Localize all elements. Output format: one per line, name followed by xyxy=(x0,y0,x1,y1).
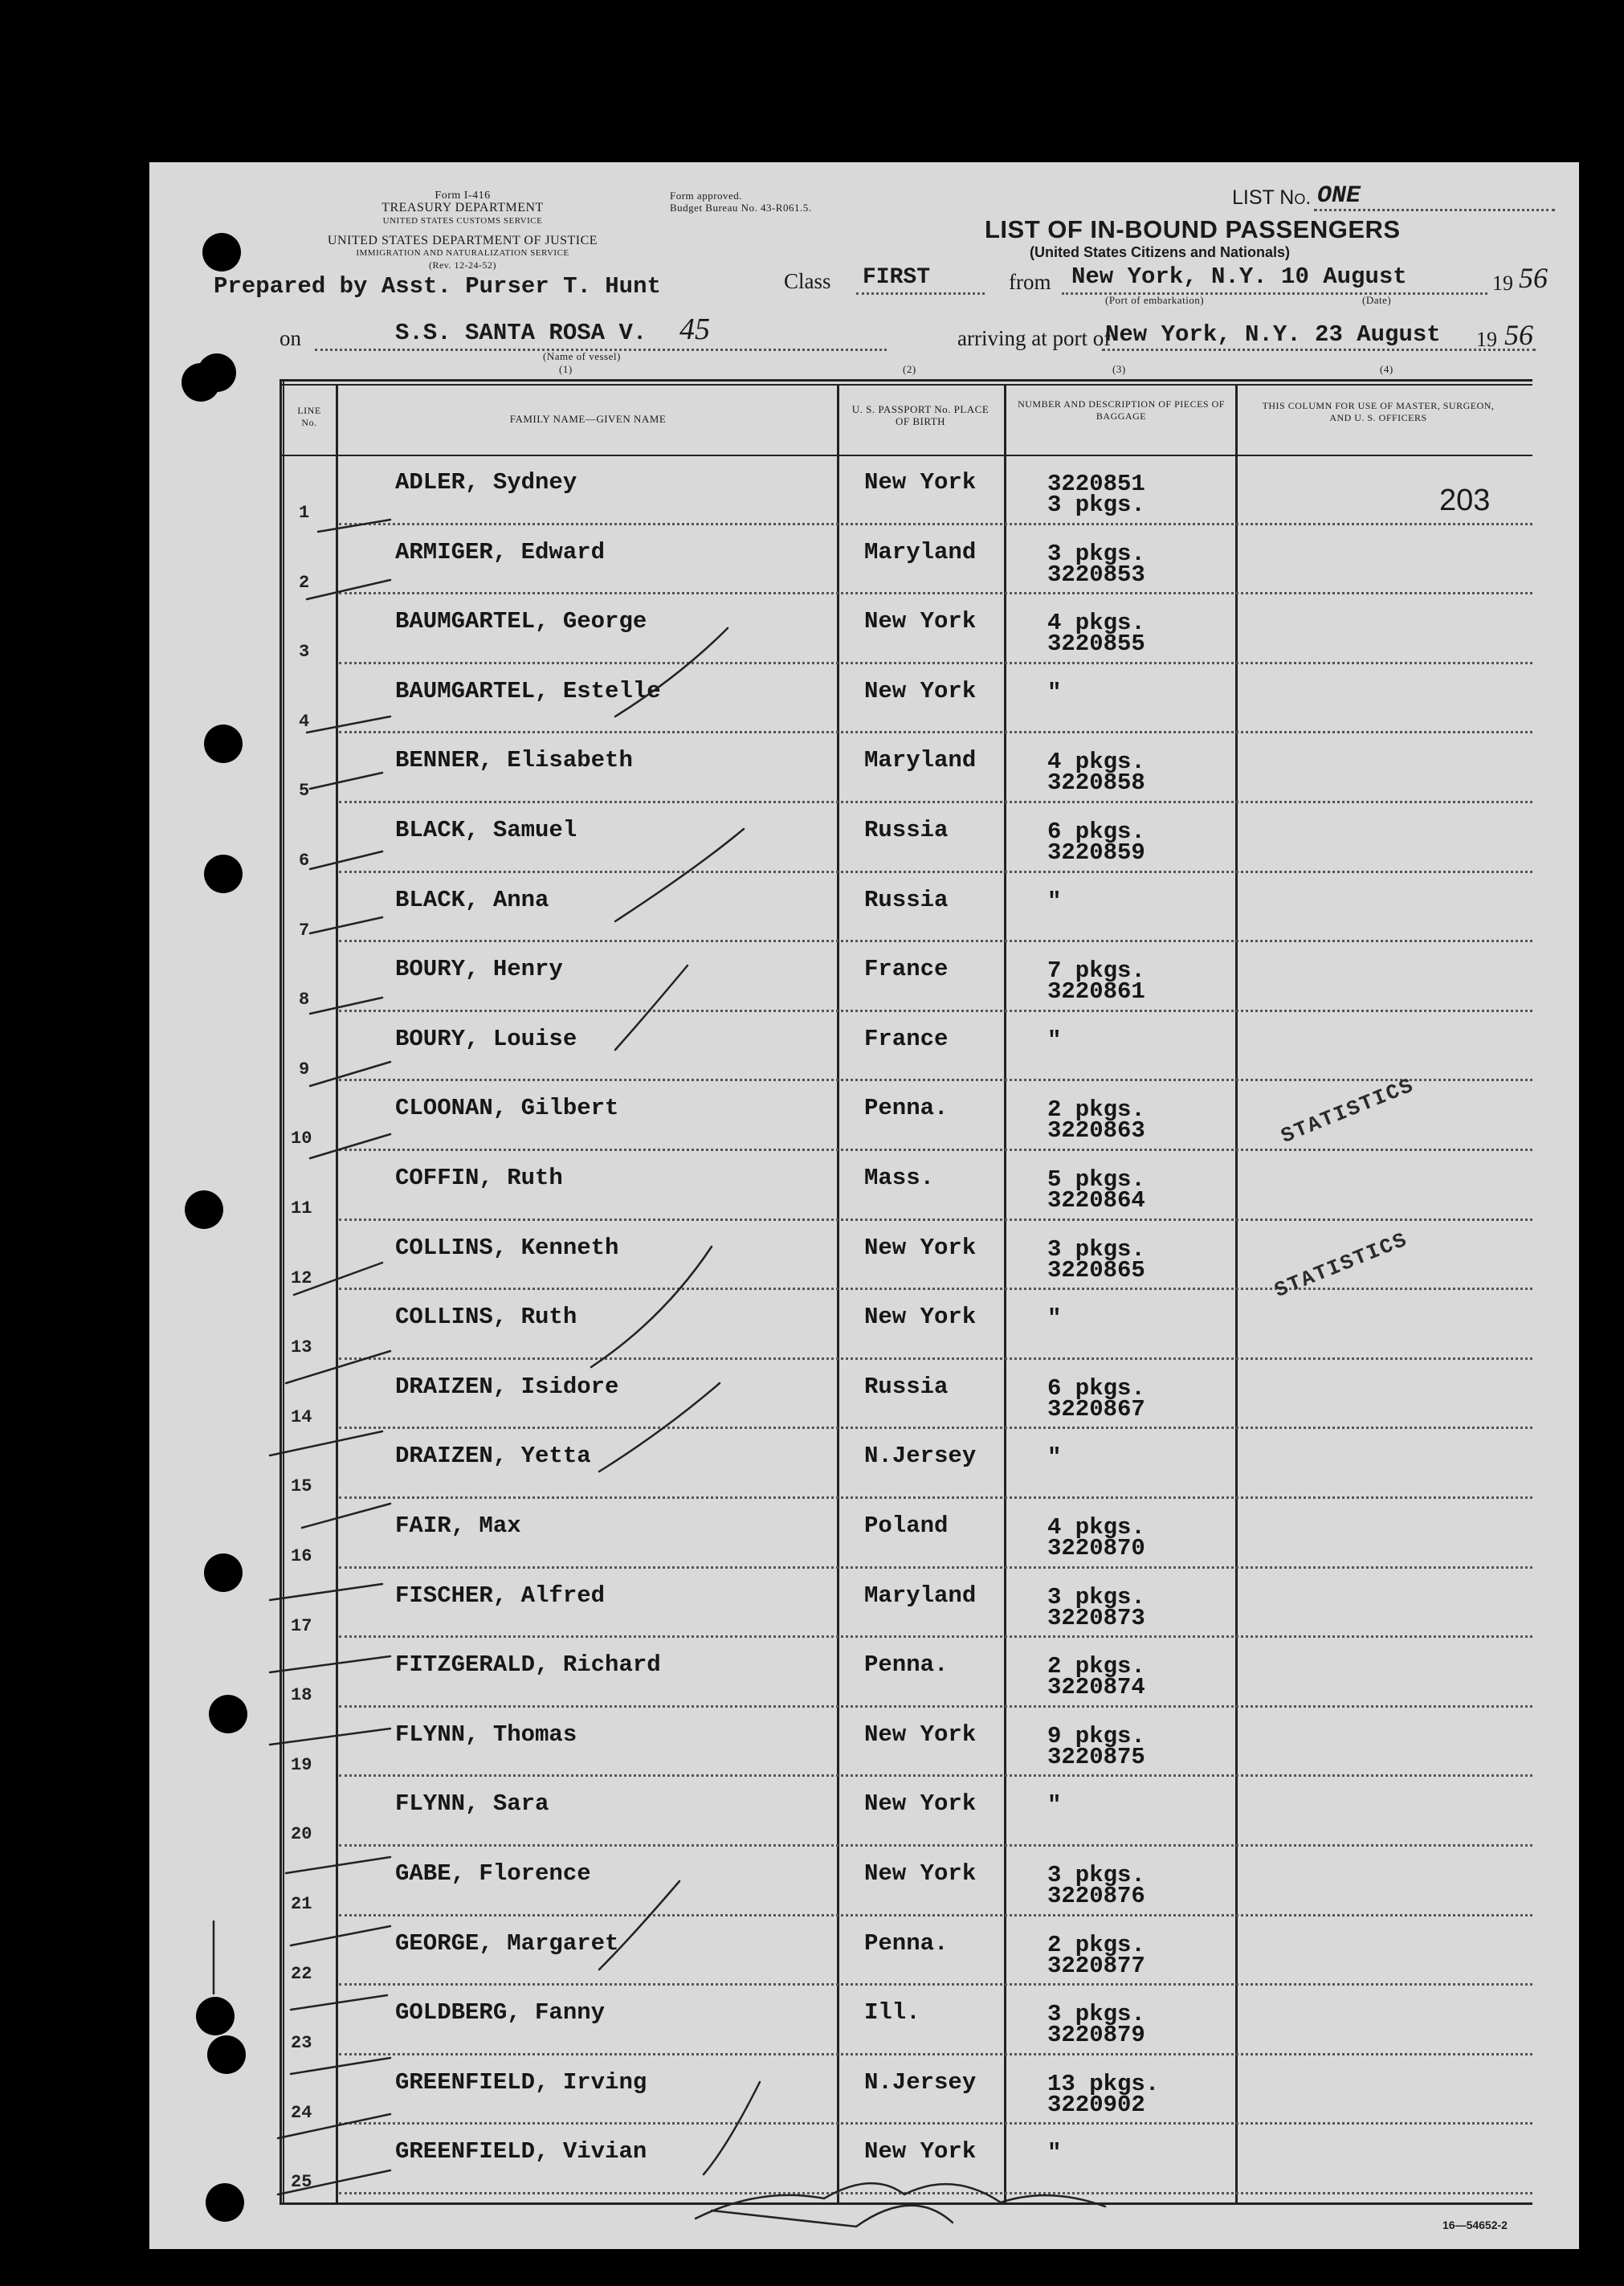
statistics-stamp: STATISTICS xyxy=(1277,1073,1418,1149)
line-number: 7 xyxy=(299,920,310,941)
passenger-name: BAUMGARTEL, George xyxy=(395,608,647,635)
baggage-line-1: 7 pkgs. xyxy=(1047,957,1145,985)
line-number: 2 xyxy=(299,572,310,593)
baggage-line-2: 3220874 xyxy=(1047,1674,1145,1701)
baggage-line-2: 3220876 xyxy=(1047,1883,1145,1909)
caption-4: (4) xyxy=(1380,363,1393,375)
baggage-line-1: " xyxy=(1047,1305,1062,1333)
place-of-birth: Russia xyxy=(864,817,949,843)
officer-note: 203 xyxy=(1439,484,1491,517)
baggage-line-2: 3220867 xyxy=(1047,1395,1145,1423)
place-of-birth: New York xyxy=(864,1721,977,1748)
line-number: 17 xyxy=(291,1615,312,1636)
passenger-name: FAIR, Max xyxy=(395,1512,521,1539)
class-value: FIRST xyxy=(863,265,931,290)
line-number: 12 xyxy=(291,1268,312,1288)
line-number: 15 xyxy=(291,1476,312,1497)
baggage-line-2: 3220870 xyxy=(1047,1535,1145,1561)
line-number: 24 xyxy=(291,2102,312,2123)
col-header-line: LINE No. xyxy=(297,405,321,428)
passenger-name: BLACK, Anna xyxy=(395,886,549,913)
from-value: New York, N.Y. 10 August xyxy=(1071,263,1407,290)
baggage-line-1: 3 pkgs. xyxy=(1047,2001,1145,2028)
baggage-line-2: 3220902 xyxy=(1047,2091,1145,2118)
col-header-baggage: NUMBER AND DESCRIPTION OF PIECES OF BAGGAGE xyxy=(1018,398,1225,422)
line-number: 22 xyxy=(291,1963,312,1984)
place-of-birth: Penna. xyxy=(864,1651,949,1679)
baggage-line-1: 3 pkgs. xyxy=(1047,540,1145,567)
passenger-name: GOLDBERG, Fanny xyxy=(395,1999,606,2027)
place-of-birth: Russia xyxy=(864,1373,949,1400)
place-of-birth: Poland xyxy=(864,1512,949,1539)
place-of-birth: Mass. xyxy=(864,1165,935,1191)
baggage-line-2: 3220863 xyxy=(1047,1117,1145,1145)
baggage-line-1: 5 pkgs. xyxy=(1047,1166,1145,1193)
year-value-2: 56 xyxy=(1504,319,1533,351)
baggage-line-1: " xyxy=(1047,679,1062,706)
line-number: 10 xyxy=(291,1129,312,1149)
budget-bureau: Budget Bureau No. 43-R061.5. xyxy=(670,202,812,214)
year-value-1: 56 xyxy=(1519,262,1548,294)
line-number: 13 xyxy=(291,1337,312,1358)
customs-service: UNITED STATES CUSTOMS SERVICE xyxy=(382,216,543,226)
form-number: Form I-416 xyxy=(435,190,491,202)
baggage-line-1: " xyxy=(1047,1027,1062,1054)
baggage-line-2: 3220873 xyxy=(1047,1604,1145,1631)
line-number: 3 xyxy=(299,642,310,663)
place-of-birth: N.Jersey xyxy=(864,1443,977,1470)
passenger-name: FLYNN, Sara xyxy=(395,1790,549,1818)
place-of-birth: France xyxy=(864,956,949,983)
place-of-birth: Maryland xyxy=(864,747,977,774)
arriving-label: arriving at port of xyxy=(957,326,1112,350)
col-header-officers: THIS COLUMN FOR USE OF MASTER, SURGEON, AND U. S. OFFICERS xyxy=(1262,400,1495,423)
form-revision: (Rev. 12-24-52) xyxy=(428,259,497,271)
place-of-birth: Ill. xyxy=(864,1999,920,2027)
baggage-line-1: " xyxy=(1047,1444,1062,1472)
baggage-line-2: 3220875 xyxy=(1047,1743,1145,1770)
baggage-line-2: 3220861 xyxy=(1047,978,1145,1006)
passenger-name: GREENFIELD, Irving xyxy=(395,2068,647,2096)
form-approved: Form approved. xyxy=(670,190,743,202)
page-title: LIST OF IN-BOUND PASSENGERS xyxy=(985,215,1401,243)
baggage-line-2: 3220864 xyxy=(1047,1187,1145,1214)
line-number: 19 xyxy=(291,1754,312,1775)
baggage-line-1: 2 pkgs. xyxy=(1047,1096,1145,1124)
place-of-birth: New York xyxy=(864,1234,977,1261)
list-no-value: ONE xyxy=(1317,182,1361,210)
year-prefix-2: 19 xyxy=(1476,328,1497,351)
passenger-name: FLYNN, Thomas xyxy=(395,1721,577,1748)
baggage-line-1: 3220851 xyxy=(1047,471,1145,497)
place-of-birth: New York xyxy=(864,1860,977,1887)
baggage-line-2: 3220877 xyxy=(1047,1952,1145,1979)
passenger-name: BENNER, Elisabeth xyxy=(395,747,633,774)
passenger-name: ARMIGER, Edward xyxy=(395,538,606,565)
vessel-caption: (Name of vessel) xyxy=(543,350,621,362)
passenger-name: BAUMGARTEL, Estelle xyxy=(395,677,661,704)
place-of-birth: New York xyxy=(864,608,977,635)
place-of-birth: Penna. xyxy=(864,1929,949,1957)
line-number: 16 xyxy=(291,1546,312,1566)
passenger-name: FITZGERALD, Richard xyxy=(395,1651,661,1679)
place-of-birth: Maryland xyxy=(864,538,977,565)
baggage-line-2: 3 pkgs. xyxy=(1047,492,1145,518)
baggage-line-2: 3220879 xyxy=(1047,2022,1145,2049)
vessel-name: S.S. SANTA ROSA V. xyxy=(395,320,647,346)
passenger-name: CLOONAN, Gilbert xyxy=(395,1095,619,1122)
place-of-birth: New York xyxy=(864,2138,977,2166)
line-number: 9 xyxy=(299,1059,310,1080)
class-label: Class xyxy=(784,269,831,293)
line-number: 23 xyxy=(291,2033,312,2054)
year-prefix-1: 19 xyxy=(1492,271,1513,295)
place-of-birth: New York xyxy=(864,677,977,704)
baggage-line-1: 6 pkgs. xyxy=(1047,1374,1145,1402)
on-label: on xyxy=(280,326,301,350)
passenger-name: COLLINS, Kenneth xyxy=(395,1234,619,1261)
page-subtitle: (United States Citizens and Nationals) xyxy=(1030,244,1291,260)
place-of-birth: Russia xyxy=(864,886,949,913)
baggage-line-1: 4 pkgs. xyxy=(1047,749,1145,776)
statistics-stamp: STATISTICS xyxy=(1271,1227,1412,1303)
col-header-passport: U. S. PASSPORT No. PLACE OF BIRTH xyxy=(851,403,989,427)
baggage-line-2: 3220858 xyxy=(1047,769,1145,797)
line-number: 25 xyxy=(291,2172,312,2193)
date-caption: (Date) xyxy=(1362,294,1392,306)
handwritten-marks xyxy=(149,162,1579,2249)
baggage-line-1: 2 pkgs. xyxy=(1047,1931,1145,1958)
baggage-line-2: 3220853 xyxy=(1047,561,1145,588)
line-number: 8 xyxy=(299,990,310,1010)
caption-1: (1) xyxy=(559,363,573,375)
treasury-department: TREASURY DEPARTMENT xyxy=(382,201,544,214)
passenger-name: COFFIN, Ruth xyxy=(395,1165,563,1191)
baggage-line-1: 4 pkgs. xyxy=(1047,1514,1145,1541)
baggage-line-1: 9 pkgs. xyxy=(1047,1722,1145,1749)
passenger-name: BLACK, Samuel xyxy=(395,817,577,843)
baggage-line-1: 3 pkgs. xyxy=(1047,1862,1145,1888)
baggage-line-1: " xyxy=(1047,888,1062,915)
place-of-birth: Penna. xyxy=(864,1095,949,1122)
passenger-name: GEORGE, Margaret xyxy=(395,1929,619,1957)
department-of-justice: UNITED STATES DEPARTMENT OF JUSTICE xyxy=(327,234,598,247)
baggage-line-1: 6 pkgs. xyxy=(1047,818,1145,845)
immigration-service: IMMIGRATION AND NATURALIZATION SERVICE xyxy=(356,248,569,258)
caption-3: (3) xyxy=(1112,363,1126,375)
place-of-birth: New York xyxy=(864,469,977,496)
place-of-birth: N.Jersey xyxy=(864,2068,977,2096)
baggage-line-1: 2 pkgs. xyxy=(1047,1653,1145,1680)
line-number: 21 xyxy=(291,1894,312,1914)
baggage-line-1: 13 pkgs. xyxy=(1047,2070,1160,2097)
place-of-birth: New York xyxy=(864,1790,977,1818)
prepared-by: Prepared by Asst. Purser T. Hunt xyxy=(214,273,661,300)
list-no-label: LIST No. xyxy=(1232,186,1312,209)
passenger-name: BOURY, Louise xyxy=(395,1025,577,1052)
line-number: 14 xyxy=(291,1406,312,1427)
arriving-value: New York, N.Y. 23 August xyxy=(1105,321,1441,348)
baggage-line-1: 3 pkgs. xyxy=(1047,1583,1145,1610)
line-number: 18 xyxy=(291,1685,312,1706)
baggage-line-2: 3220865 xyxy=(1047,1256,1145,1284)
passenger-name: COLLINS, Ruth xyxy=(395,1304,577,1331)
line-number: 1 xyxy=(299,503,310,523)
line-number: 4 xyxy=(299,711,310,732)
baggage-line-2: 3220859 xyxy=(1047,839,1145,866)
passenger-name: GREENFIELD, Vivian xyxy=(395,2138,647,2166)
form-code: 16—54652-2 xyxy=(1442,2219,1508,2231)
baggage-line-1: " xyxy=(1047,1792,1062,1819)
baggage-line-2: 3220855 xyxy=(1047,631,1145,658)
line-number: 6 xyxy=(299,851,310,871)
baggage-line-1: 3 pkgs. xyxy=(1047,1235,1145,1263)
passenger-name: ADLER, Sydney xyxy=(395,469,577,496)
port-caption: (Port of embarkation) xyxy=(1105,294,1205,306)
caption-2: (2) xyxy=(903,363,916,375)
place-of-birth: New York xyxy=(864,1304,977,1331)
place-of-birth: France xyxy=(864,1025,949,1052)
passenger-name: BOURY, Henry xyxy=(395,956,563,983)
passenger-name: FISCHER, Alfred xyxy=(395,1582,606,1609)
line-number: 20 xyxy=(291,1824,312,1845)
baggage-line-1: 4 pkgs. xyxy=(1047,610,1145,637)
passenger-name: DRAIZEN, Yetta xyxy=(395,1443,591,1470)
line-number: 11 xyxy=(291,1198,312,1219)
from-label: from xyxy=(1009,270,1051,294)
passenger-name: DRAIZEN, Isidore xyxy=(395,1373,619,1400)
place-of-birth: Maryland xyxy=(864,1582,977,1609)
voyage-number: 45 xyxy=(679,312,710,346)
passenger-name: GABE, Florence xyxy=(395,1860,591,1887)
document-page xyxy=(149,162,1579,2249)
baggage-line-1: " xyxy=(1047,2140,1062,2167)
line-number: 5 xyxy=(299,781,310,802)
col-header-name: FAMILY NAME—GIVEN NAME xyxy=(509,413,667,425)
